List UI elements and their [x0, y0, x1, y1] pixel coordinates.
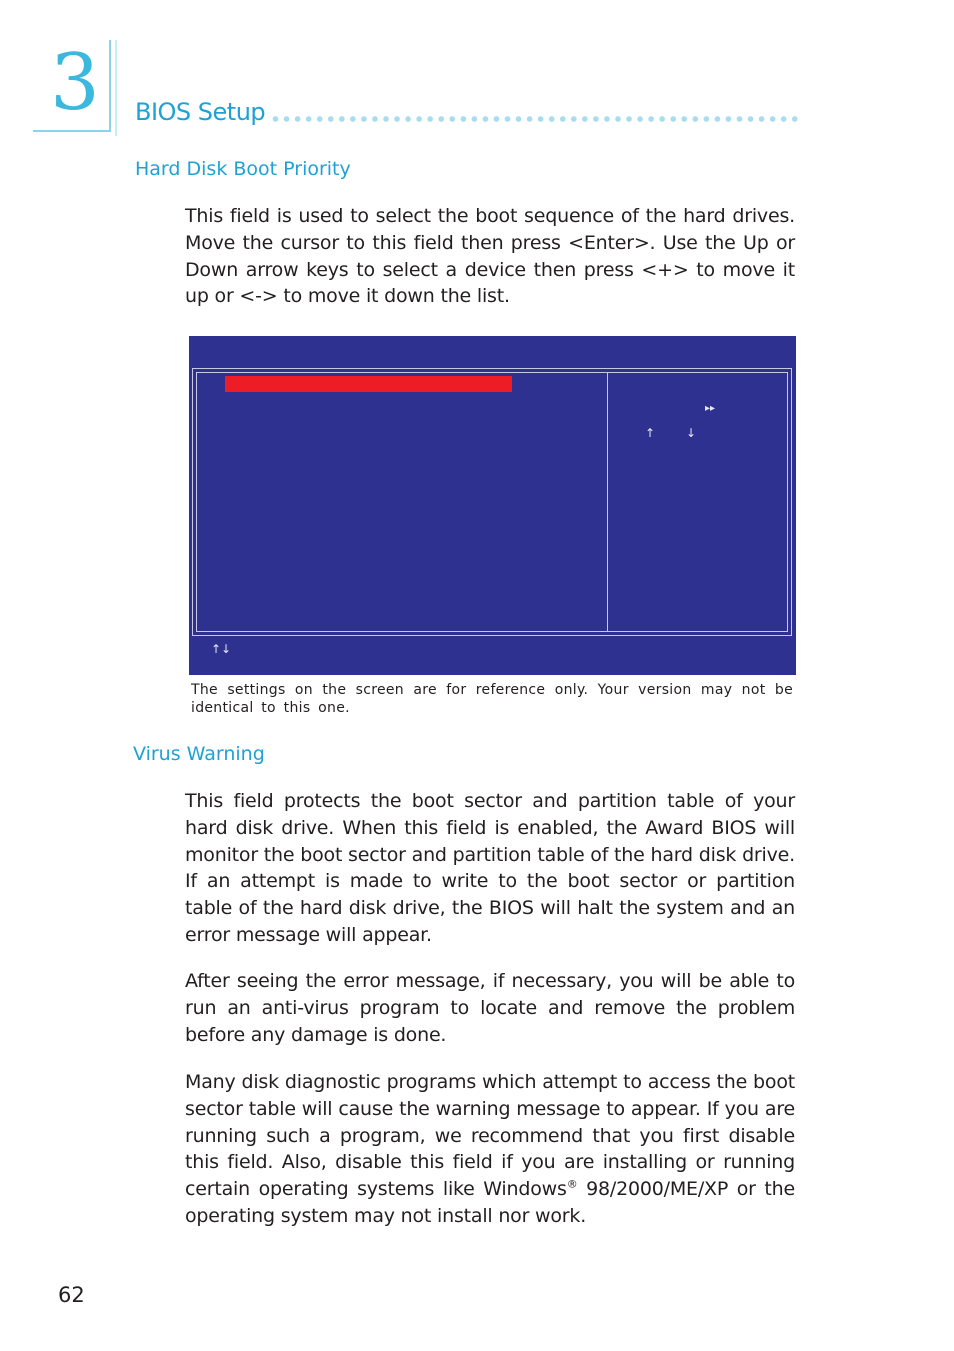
paragraph-virus-warning-2: After seeing the error message, if necessary, you will be able to run an anti-virus program to locate and remove the problem before any damage is done. [185, 970, 795, 1046]
paragraph-3-text-before: Many disk diagnostic programs which attempt to access the boot sector table will cause the warning message to appear. If you are running such a program, we recommend that you first disable this field. Also, disable this field if you are installing or running certain operating systems like Windows [185, 1071, 795, 1201]
title-dotted-rule [270, 115, 800, 123]
paragraph-3-text-after: 98/2000/ME/XP or the operating system may not install nor work. [185, 1178, 795, 1227]
fast-forward-icon: ▸▸ [705, 403, 716, 414]
bios-frame-outer [192, 368, 792, 636]
bios-screenshot [189, 336, 796, 675]
paragraph-hdd-boot: This field is used to select the boot sequence of the hard drives. Move the cursor to this field then press <Enter>. Use the Up or Down arrow keys to select a device then press <+> to move it up or <-> to move it down the list. [185, 205, 795, 308]
paragraph-virus-warning-3 [185, 1069, 795, 1230]
arrow-down-icon: ↓ [686, 426, 697, 440]
screenshot-caption: The settings on the screen are for reference only. Your version may not be identical to this one. [191, 682, 793, 716]
arrow-updown-icon: ↑↓ [211, 642, 232, 656]
registered-mark: ® [566, 1177, 578, 1191]
paragraph-virus-warning-1: This field protects the boot sector and partition table of your hard disk drive. When this field is enabled, the Award BIOS will monitor the boot sector and partition table of the hard disk drive. If an attempt is made to write to the boot sector or partition table of the hard disk drive, the BIOS will halt the system and an error message will appear. [185, 790, 795, 946]
page-title: BIOS Setup [135, 98, 266, 126]
heading-hard-disk-boot-priority: Hard Disk Boot Priority [135, 158, 351, 180]
bios-selection-highlight [225, 376, 512, 392]
page-number: 62 [58, 1283, 85, 1307]
heading-virus-warning: Virus Warning [133, 743, 265, 765]
bios-frame-inner [196, 372, 788, 632]
arrow-up-icon: ↑ [645, 426, 656, 440]
bios-panel-divider [607, 373, 608, 631]
chapter-number: 3 [50, 38, 100, 128]
